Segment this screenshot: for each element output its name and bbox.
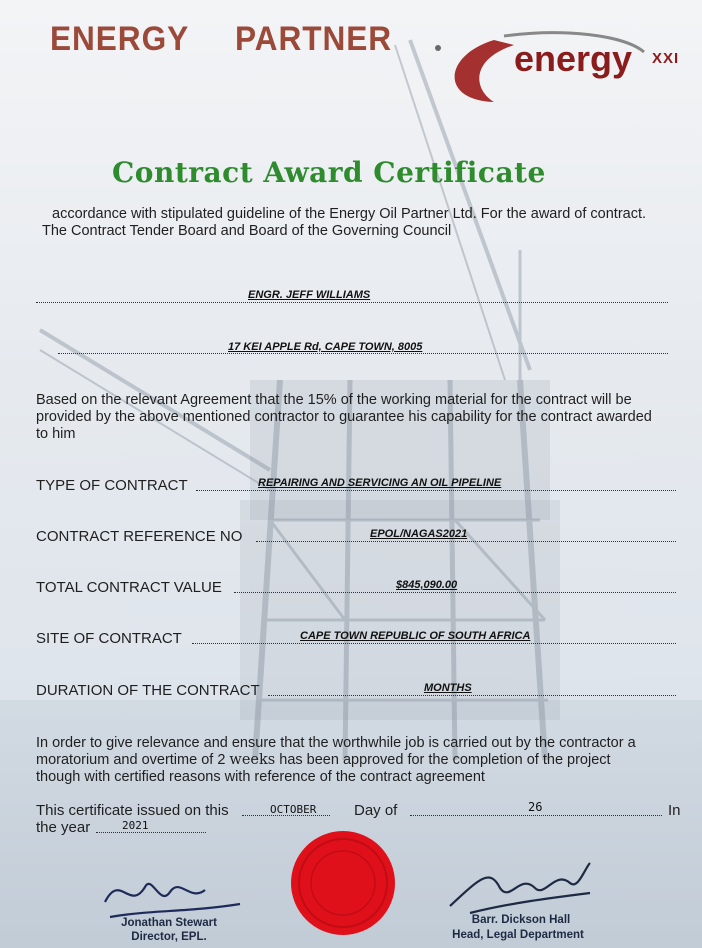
duration-value: MONTHS bbox=[424, 682, 472, 694]
issued-day: 26 bbox=[528, 800, 543, 814]
certificate-title: Contract Award Certificate bbox=[112, 156, 546, 189]
legal-head-name: Barr. Dickson Hall bbox=[471, 914, 571, 926]
signature-scribble-icon bbox=[440, 858, 600, 918]
red-wax-seal-icon bbox=[288, 828, 398, 938]
legal-head-signature bbox=[440, 858, 600, 918]
duration-label: DURATION OF THE CONTRACT bbox=[36, 682, 260, 699]
brand-partner: PARTNER bbox=[235, 20, 393, 58]
issued-month: OCTOBER bbox=[270, 803, 317, 816]
logo-text: energy bbox=[514, 38, 633, 79]
legal-head-title: Head, Legal Department bbox=[452, 929, 584, 941]
relevance-line-1: In order to give relevance and ensure that the worthwhile job is carried out by the contractor a bbox=[36, 735, 636, 751]
type-of-contract-label: TYPE OF CONTRACT bbox=[36, 477, 188, 494]
type-dotted-line bbox=[196, 490, 676, 491]
year-label: the year bbox=[36, 819, 91, 836]
red-seal bbox=[288, 828, 398, 938]
reference-dotted-line bbox=[256, 541, 676, 542]
intro-paragraph: accordance with stipulated guideline of the Energy Oil Partner Ltd. For the award of contract. The Contract Tender Board and Board of the Governing Council bbox=[42, 206, 647, 239]
site-of-contract-label: SITE OF CONTRACT bbox=[36, 630, 182, 647]
director-signature bbox=[90, 862, 250, 922]
relevance-line-2 bbox=[36, 752, 686, 769]
relevance-line-2-post: has been approved for the completion of the project bbox=[279, 752, 611, 768]
contract-reference-value: EPOL/NAGAS2021 bbox=[370, 528, 468, 540]
name-dotted-line bbox=[36, 302, 668, 303]
agreement-paragraph: Based on the relevant Agreement that the 15% of the working material for the contract will be provided by the above mentioned contractor to guarantee his capability for the contract awarded to him bbox=[36, 392, 652, 442]
address-dotted-line bbox=[58, 353, 668, 354]
value-dotted-line bbox=[234, 592, 676, 593]
duration-dotted-line bbox=[268, 695, 676, 696]
day-of-label: Day of bbox=[354, 802, 398, 819]
total-contract-value: $845,090.00 bbox=[396, 579, 458, 591]
total-contract-value-label: TOTAL CONTRACT VALUE bbox=[36, 579, 222, 596]
in-label: In bbox=[668, 802, 681, 819]
signature-scribble-icon bbox=[90, 862, 250, 922]
recipient-name: ENGR. JEFF WILLIAMS bbox=[248, 289, 371, 301]
logo-suffix: XXI bbox=[652, 50, 680, 67]
site-of-contract-value: CAPE TOWN REPUBLIC OF SOUTH AFRICA bbox=[300, 630, 531, 642]
relevance-paragraph bbox=[36, 735, 686, 786]
issued-prefix: This certificate issued on this bbox=[36, 802, 229, 819]
issued-year: 2021 bbox=[122, 819, 149, 832]
contract-reference-label: CONTRACT REFERENCE NO bbox=[36, 528, 243, 545]
type-of-contract-value: REPAIRING AND SERVICING AN OIL PIPELINE bbox=[258, 477, 502, 489]
director-name: Jonathan Stewart bbox=[121, 917, 217, 929]
energy-xxi-logo bbox=[434, 30, 694, 110]
recipient-address: 17 KEI APPLE Rd, CAPE TOWN, 8005 bbox=[228, 341, 423, 353]
site-dotted-line bbox=[192, 643, 676, 644]
relevance-weeks: weeks bbox=[229, 752, 276, 768]
brand-energy: ENERGY bbox=[50, 20, 190, 58]
director-title: Director, EPL. bbox=[131, 931, 207, 943]
relevance-line-2-pre: moratorium and overtime of 2 bbox=[36, 752, 226, 768]
year-dotted-line bbox=[96, 832, 206, 833]
relevance-line-3: though with certified reasons with reference of the contract agreement bbox=[36, 769, 485, 785]
day-dotted-line bbox=[410, 815, 662, 816]
